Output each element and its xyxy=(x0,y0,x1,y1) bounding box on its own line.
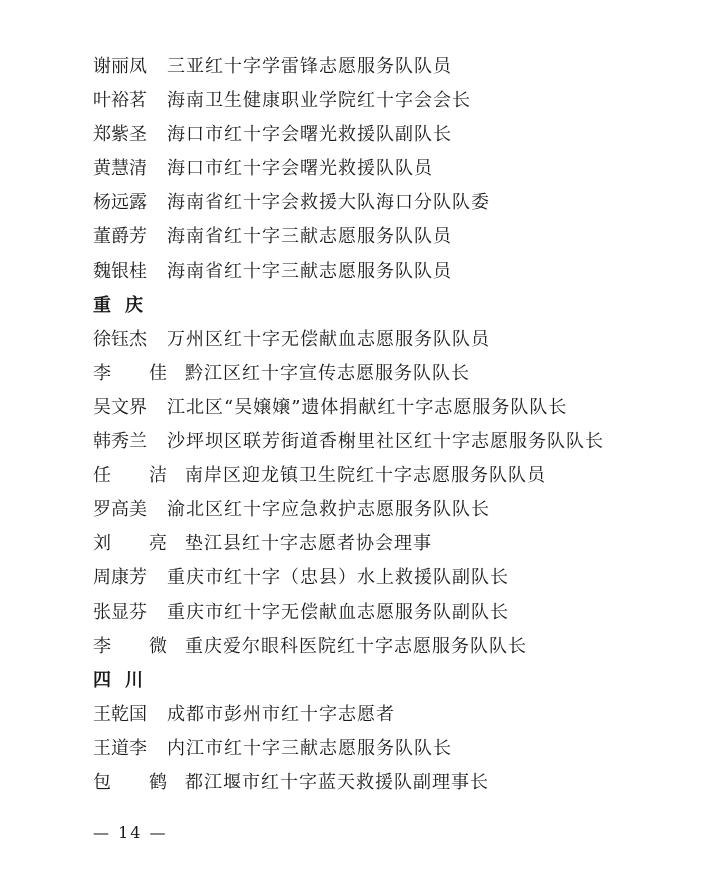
person-name: 谢丽凤 xyxy=(93,56,147,77)
region-heading: 重庆 xyxy=(93,294,157,316)
list-item xyxy=(93,220,693,254)
list-item xyxy=(93,766,693,800)
list-item xyxy=(93,186,693,220)
list-item xyxy=(93,255,693,289)
list-item xyxy=(93,84,693,118)
region-heading: 四川 xyxy=(93,669,157,691)
person-name: 李 佳 xyxy=(93,362,167,384)
person-role: 重庆市红十字（忠县）水上救援队副队长 xyxy=(167,567,509,589)
page-number: — 14 — xyxy=(93,823,168,842)
person-role: 黔江区红十字宣传志愿服务队队长 xyxy=(185,362,470,384)
person-name: 周康芳 xyxy=(93,567,147,589)
list-item xyxy=(93,391,693,425)
person-name: 韩秀兰 xyxy=(93,431,147,453)
person-role: 都江堰市红十字蓝天救援队副理事长 xyxy=(185,771,489,793)
person-role: 沙坪坝区联芳街道香榭里社区红十字志愿服务队队长 xyxy=(167,431,604,453)
person-name: 罗高美 xyxy=(93,499,147,521)
person-name: 张显芬 xyxy=(93,601,147,623)
person-role: 海南省红十字三献志愿服务队队员 xyxy=(167,226,452,248)
list-item xyxy=(93,323,693,357)
person-name: 李 微 xyxy=(93,635,167,657)
person-role: 重庆爱尔眼科医院红十字志愿服务队队长 xyxy=(185,635,527,657)
list-item xyxy=(93,596,693,630)
list-item xyxy=(93,425,693,459)
person-name: 刘 亮 xyxy=(93,533,167,555)
person-name: 魏银桂 xyxy=(93,260,147,282)
list-item xyxy=(93,50,693,84)
person-role: 江北区“吴嬢嬢”遗体捐献红十字志愿服务队队长 xyxy=(167,396,568,418)
person-name: 王道李 xyxy=(93,737,147,759)
person-role: 渝北区红十字应急救护志愿服务队队长 xyxy=(167,499,490,521)
honoree-list xyxy=(93,50,693,800)
person-role: 垫江县红十字志愿者协会理事 xyxy=(185,533,432,555)
list-item xyxy=(93,732,693,766)
list-item xyxy=(93,152,693,186)
list-item xyxy=(93,527,693,561)
person-name: 叶裕茗 xyxy=(93,90,147,112)
person-role: 海口市红十字会曙光救援队副队长 xyxy=(167,124,452,146)
list-item xyxy=(93,630,693,664)
person-role: 重庆市红十字无偿献血志愿服务队副队长 xyxy=(167,601,509,623)
person-role: 海口市红十字会曙光救援队队员 xyxy=(167,158,433,180)
list-item xyxy=(93,561,693,595)
person-name: 包 鹤 xyxy=(93,771,167,793)
list-item xyxy=(93,493,693,527)
person-name: 郑紫圣 xyxy=(93,124,147,146)
list-item xyxy=(93,459,693,493)
person-name: 吴文界 xyxy=(93,396,147,418)
person-name: 王乾国 xyxy=(93,703,147,725)
person-role: 成都市彭州市红十字志愿者 xyxy=(167,703,395,725)
person-name: 徐钰杰 xyxy=(93,328,147,350)
list-item xyxy=(93,698,693,732)
person-name: 黄慧清 xyxy=(93,158,147,180)
person-role: 海南省红十字三献志愿服务队队员 xyxy=(167,260,452,282)
person-role: 三亚红十字学雷锋志愿服务队队员 xyxy=(167,56,452,77)
person-role: 万州区红十字无偿献血志愿服务队队员 xyxy=(167,328,490,350)
list-item xyxy=(93,118,693,152)
person-name: 董爵芳 xyxy=(93,226,147,248)
person-name: 杨远露 xyxy=(93,192,147,214)
person-role: 内江市红十字三献志愿服务队队长 xyxy=(167,737,452,759)
list-item xyxy=(93,357,693,391)
person-name: 任 洁 xyxy=(93,465,167,487)
person-role: 海南卫生健康职业学院红十字会会长 xyxy=(167,90,471,112)
person-role: 海南省红十字会救援大队海口分队队委 xyxy=(167,192,490,214)
person-role: 南岸区迎龙镇卫生院红十字志愿服务队队员 xyxy=(185,465,546,487)
